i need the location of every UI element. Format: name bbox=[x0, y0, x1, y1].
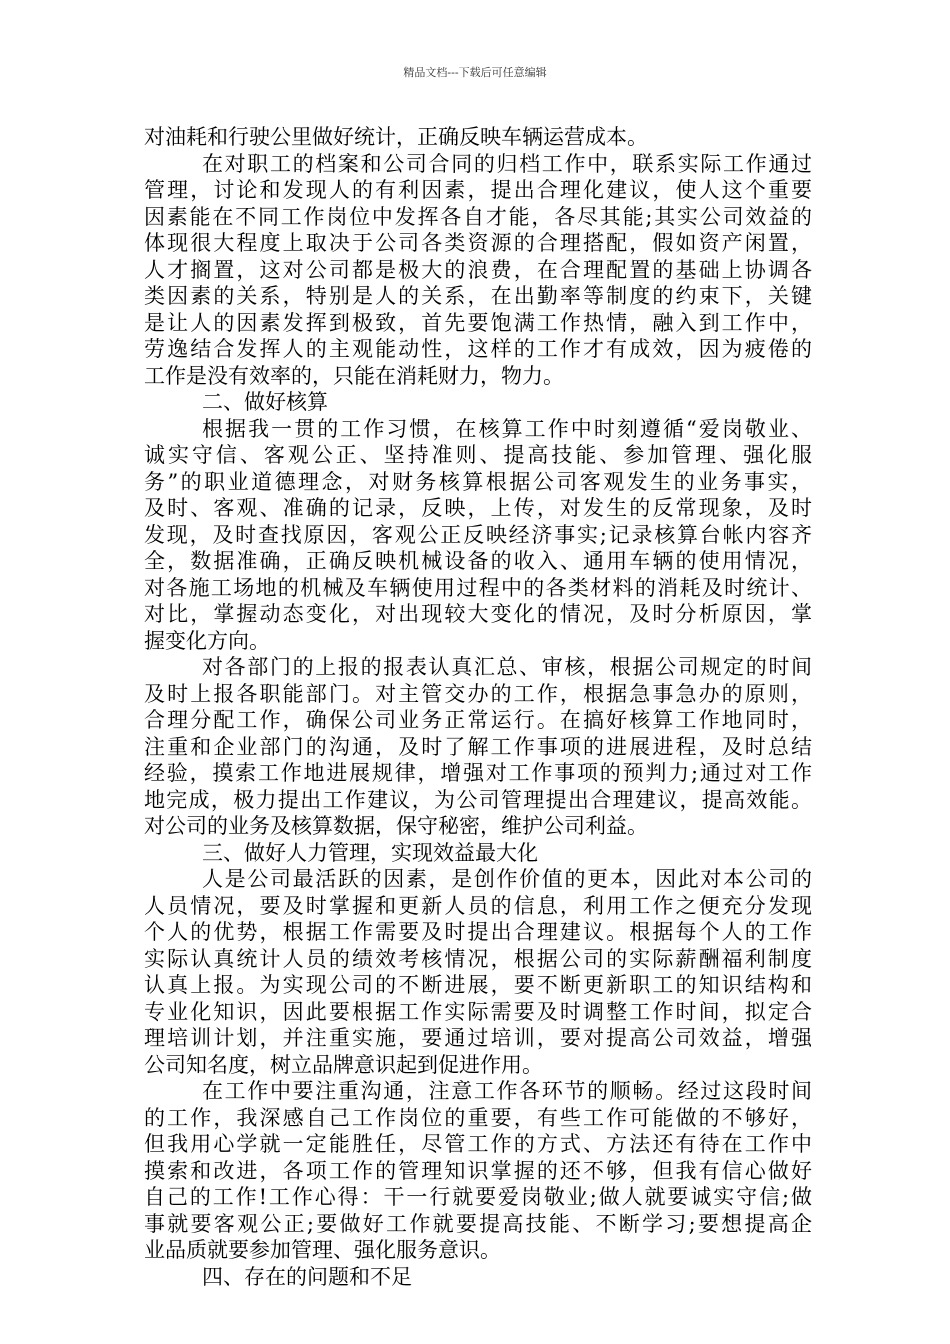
text-line: 个人的优势，根据工作需要及时提出合理建议。根据每个人的工作 bbox=[144, 920, 812, 944]
text-line: 人员情况，要及时掌握和更新人员的信息，利用工作之便充分发现 bbox=[144, 893, 812, 918]
text-line: 根据我一贯的工作习惯，在核算工作中时刻遵循“爱岗敬业、 bbox=[202, 416, 812, 441]
text-line: 体现很大程度上取决于公司各类资源的合理搭配，假如资产闲置， bbox=[144, 231, 812, 255]
text-line: 注重和企业部门的沟通，及时了解工作事项的进展进程，及时总结 bbox=[144, 734, 812, 759]
text-line: 经验，摸索工作地进展规律，增强对工作事项的预判力;通过对工作 bbox=[144, 761, 812, 785]
text-line: 实际认真统计人员的绩效考核情况，根据公司的实际薪酬福利制度 bbox=[144, 946, 812, 971]
text-line: 人是公司最活跃的因素，是创作价值的更本，因此对本公司的 bbox=[202, 867, 812, 891]
text-line: 对各施工场地的机械及车辆使用过程中的各类材料的消耗及时统计、 bbox=[144, 575, 812, 600]
text-line: 劳逸结合发挥人的主观能动性，这样的工作才有成效，因为疲倦的 bbox=[144, 337, 812, 361]
document-body bbox=[144, 124, 812, 1290]
text-line: 摸索和改进，各项工作的管理知识掌握的还不够，但我有信心做好 bbox=[144, 1158, 812, 1183]
text-line: 自己的工作!工作心得：干一行就要爱岗敬业;做人就要诚实守信;做 bbox=[144, 1185, 812, 1209]
text-line: 公司知名度，树立品牌意识起到促进作用。 bbox=[144, 1052, 543, 1077]
text-line: 诚实守信、客观公正、坚持准则、提高技能、参加管理、强化服 bbox=[144, 443, 812, 467]
text-line: 及时上报各职能部门。对主管交办的工作，根据急事急办的原则， bbox=[144, 681, 812, 706]
text-line: 是让人的因素发挥到极致，首先要饱满工作热情，融入到工作中， bbox=[144, 310, 812, 335]
text-line: 人才搁置，这对公司都是极大的浪费，在合理配置的基础上协调各 bbox=[144, 257, 812, 282]
text-line: 管理，讨论和发现人的有利因素，提出合理化建议，使人这个重要 bbox=[144, 178, 812, 202]
text-line: 发现，及时查找原因，客观公正反映经济事实;记录核算台帐内容齐 bbox=[144, 522, 812, 547]
text-line: 四、存在的问题和不足 bbox=[202, 1264, 412, 1289]
text-line: 在对职工的档案和公司合同的归档工作中，联系实际工作通过 bbox=[202, 151, 812, 176]
text-line: 的工作，我深感自己工作岗位的重要，有些工作可能做的不够好， bbox=[144, 1105, 812, 1130]
text-line: 二、做好核算 bbox=[202, 390, 328, 414]
text-line: 在工作中要注重沟通，注意工作各环节的顺畅。经过这段时间 bbox=[202, 1079, 812, 1103]
page-header: 精品文档---下载后可任意编辑 bbox=[403, 66, 547, 79]
text-line: 工作是没有效率的，只能在消耗财力，物力。 bbox=[144, 363, 564, 388]
text-line: 地完成，极力提出工作建议，为公司管理提出合理建议，提高效能。 bbox=[144, 787, 812, 812]
text-line: 握变化方向。 bbox=[144, 628, 270, 653]
text-line: 认真上报。为实现公司的不断进展，要不断更新职工的知识结构和 bbox=[144, 973, 812, 997]
text-line: 事就要客观公正;要做好工作就要提高技能、不断学习;要想提高企 bbox=[144, 1211, 812, 1236]
text-line: 对公司的业务及核算数据，保守秘密，维护公司利益。 bbox=[144, 814, 648, 838]
text-line: 及时、客观、准确的记录，反映，上传，对发生的反常现象，及时 bbox=[144, 496, 812, 520]
text-line: 对各部门的上报的报表认真汇总、审核，根据公司规定的时间 bbox=[202, 655, 812, 679]
text-line: 因素能在不同工作岗位中发挥各自才能，各尽其能;其实公司效益的 bbox=[144, 204, 812, 229]
text-line: 理培训计划，并注重实施，要通过培训，要对提高公司效益，增强 bbox=[144, 1026, 812, 1050]
text-line: 但我用心学就一定能胜任，尽管工作的方式、方法还有待在工作中 bbox=[144, 1132, 812, 1156]
text-line: 类因素的关系，特别是人的关系，在出勤率等制度的约束下，关键 bbox=[144, 284, 812, 308]
text-line: 专业化知识，因此要根据工作实际需要及时调整工作时间，拟定合 bbox=[144, 999, 812, 1024]
text-line: 务”的职业道德理念，对财务核算根据公司客观发生的业务事实， bbox=[144, 469, 812, 494]
text-line: 合理分配工作，确保公司业务正常运行。在搞好核算工作地同时， bbox=[144, 708, 812, 732]
text-line: 业品质就要参加管理、强化服务意识。 bbox=[144, 1238, 501, 1262]
text-line: 对油耗和行驶公里做好统计，正确反映车辆运营成本。 bbox=[144, 125, 648, 149]
text-line: 全，数据准确，正确反映机械设备的收入、通用车辆的使用情况， bbox=[144, 549, 812, 573]
text-line: 三、做好人力管理，实现效益最大化 bbox=[202, 840, 538, 865]
text-line: 对比，掌握动态变化，对出现较大变化的情况，及时分析原因，掌 bbox=[144, 602, 812, 626]
